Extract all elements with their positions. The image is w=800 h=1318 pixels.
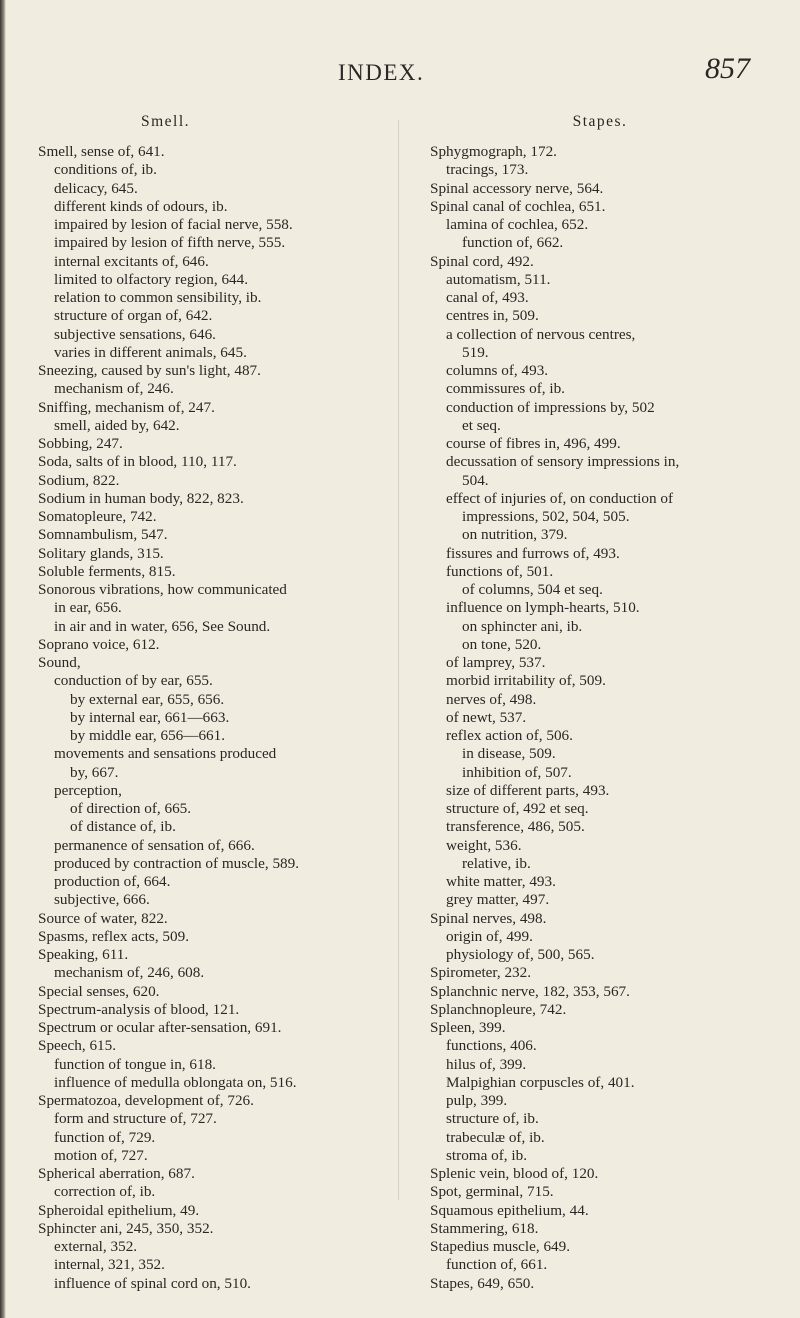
index-entry: Spleen, 399. bbox=[430, 1019, 506, 1036]
index-entry: relative, ib. bbox=[462, 854, 531, 872]
index-entry: perception, bbox=[54, 781, 122, 799]
index-entry: Sniffing, mechanism of, 247. bbox=[38, 398, 215, 416]
index-entry: influence of spinal cord on, 510. bbox=[54, 1274, 251, 1292]
index-entry: Sobbing, 247. bbox=[38, 435, 123, 452]
index-entry: external, 352. bbox=[54, 1238, 138, 1255]
index-entries bbox=[430, 143, 770, 1293]
index-entry: impaired by lesion of facial nerve, 558. bbox=[54, 216, 293, 233]
index-entry: function of tongue in, 618. bbox=[54, 1055, 216, 1073]
index-entry: Sphincter ani, 245, 350, 352. bbox=[38, 1219, 214, 1237]
index-entry: of newt, 537. bbox=[446, 708, 527, 726]
index-entry: varies in different animals, 645. bbox=[54, 343, 247, 361]
index-entry: impaired by lesion of fifth nerve, 555. bbox=[54, 234, 286, 252]
index-entry: conditions of, ib. bbox=[54, 161, 157, 179]
index-entry: et seq. bbox=[462, 416, 501, 434]
index-entry: centres in, 509. bbox=[446, 307, 539, 325]
index-entry: subjective sensations, 646. bbox=[54, 325, 216, 343]
index-entry: Sodium in human body, 822, 823. bbox=[38, 489, 244, 507]
index-entry: Spinal accessory nerve, 564. bbox=[430, 179, 604, 197]
index-entry: decussation of sensory impressions in, bbox=[446, 453, 680, 471]
index-entry: columns of, 493. bbox=[446, 362, 549, 379]
index-entry: on nutrition, 379. bbox=[462, 526, 568, 544]
column-heading: Smell. bbox=[140, 113, 191, 130]
index-entry: function of, 729. bbox=[54, 1128, 156, 1146]
index-entry: structure of organ of, 642. bbox=[54, 307, 213, 325]
index-entry: Somatopleure, 742. bbox=[38, 508, 157, 525]
index-entry: subjective, 666. bbox=[54, 891, 150, 909]
index-entry: reflex action of, 506. bbox=[446, 727, 573, 744]
index-entry: internal, 321, 352. bbox=[54, 1256, 165, 1274]
index-entry: on sphincter ani, ib. bbox=[462, 617, 583, 635]
index-entry: correction of, ib. bbox=[54, 1183, 156, 1201]
index-entry: transference, 486, 505. bbox=[446, 818, 585, 836]
index-entry: morbid irritability of, 509. bbox=[446, 672, 606, 690]
index-entry: delicacy, 645. bbox=[54, 179, 138, 197]
index-entry: Stapes, 649, 650. bbox=[430, 1274, 535, 1292]
index-entry: trabeculæ of, ib. bbox=[446, 1128, 545, 1146]
index-entry: Solitary glands, 315. bbox=[38, 544, 164, 562]
index-entry: influence of medulla oblongata on, 516. bbox=[54, 1073, 297, 1091]
running-title: INDEX. bbox=[338, 60, 425, 85]
index-entry: white matter, 493. bbox=[446, 873, 556, 890]
index-entry: in air and in water, 656, See Sound. bbox=[54, 617, 271, 635]
index-entry: conduction of impressions by, 502 bbox=[446, 398, 655, 416]
index-entry: in disease, 509. bbox=[462, 745, 556, 763]
index-entry: function of, 662. bbox=[462, 234, 564, 252]
index-entry: tracings, 173. bbox=[446, 161, 529, 179]
index-entry: Spermatozoa, development of, 726. bbox=[38, 1092, 254, 1109]
index-entry: smell, aided by, 642. bbox=[54, 416, 180, 434]
index-entry: Splanchnic nerve, 182, 353, 567. bbox=[430, 982, 630, 1000]
index-entry: of distance of, ib. bbox=[70, 818, 176, 836]
index-entry: Soprano voice, 612. bbox=[38, 635, 160, 653]
index-entry: Splenic vein, blood of, 120. bbox=[430, 1165, 599, 1182]
page-binding-edge bbox=[0, 0, 6, 1318]
index-entry: functions, 406. bbox=[446, 1037, 537, 1055]
index-entry: Speaking, 611. bbox=[38, 946, 129, 963]
index-entry: Spasms, reflex acts, 509. bbox=[38, 927, 189, 945]
index-entry: Smell, sense of, 641. bbox=[38, 143, 165, 160]
index-entry: Sphygmograph, 172. bbox=[430, 143, 557, 160]
index-entry: Spot, germinal, 715. bbox=[430, 1183, 554, 1201]
page-number: 857 bbox=[705, 52, 750, 85]
index-entry: nerves of, 498. bbox=[446, 690, 537, 708]
column-divider bbox=[398, 120, 399, 1200]
index-entry: hilus of, 399. bbox=[446, 1055, 527, 1073]
index-entry: by, 667. bbox=[70, 763, 119, 781]
index-entry: automatism, 511. bbox=[446, 270, 551, 288]
index-entry: function of, 661. bbox=[446, 1256, 548, 1274]
index-column-left bbox=[38, 113, 383, 1293]
index-entry: of direction of, 665. bbox=[70, 800, 192, 817]
index-entry: Squamous epithelium, 44. bbox=[430, 1201, 589, 1219]
index-entry: physiology of, 500, 565. bbox=[446, 946, 595, 963]
index-entry: permanence of sensation of, 666. bbox=[54, 836, 255, 854]
index-entry: production of, 664. bbox=[54, 873, 171, 890]
index-entry: fissures and furrows of, 493. bbox=[446, 544, 620, 562]
column-heading: Stapes. bbox=[572, 113, 628, 130]
index-entry: Special senses, 620. bbox=[38, 982, 160, 1000]
running-head bbox=[0, 52, 800, 92]
index-entry: weight, 536. bbox=[446, 836, 522, 854]
index-entry: pulp, 399. bbox=[446, 1092, 508, 1109]
index-entry: impressions, 502, 504, 505. bbox=[462, 508, 630, 525]
index-entry: Somnambulism, 547. bbox=[38, 526, 168, 544]
index-entry: Source of water, 822. bbox=[38, 909, 168, 927]
index-entry: Speech, 615. bbox=[38, 1037, 117, 1055]
index-entry: mechanism of, 246, 608. bbox=[54, 964, 205, 982]
index-entry: Soluble ferments, 815. bbox=[38, 562, 176, 580]
index-entry: of columns, 504 et seq. bbox=[462, 581, 603, 598]
index-entry: Stapedius muscle, 649. bbox=[430, 1238, 571, 1255]
index-entry: Spinal cord, 492. bbox=[430, 252, 534, 270]
index-entry: course of fibres in, 496, 499. bbox=[446, 435, 621, 452]
index-entry: Spherical aberration, 687. bbox=[38, 1165, 195, 1182]
index-entry: origin of, 499. bbox=[446, 927, 533, 945]
index-entry: form and structure of, 727. bbox=[54, 1110, 217, 1128]
index-entry: Spheroidal epithelium, 49. bbox=[38, 1201, 200, 1219]
index-entry: relation to common sensibility, ib. bbox=[54, 289, 262, 306]
index-entry: different kinds of odours, ib. bbox=[54, 197, 228, 215]
index-column-right bbox=[430, 113, 770, 1293]
index-entry: Soda, salts of in blood, 110, 117. bbox=[38, 453, 237, 471]
index-entry: Spinal nerves, 498. bbox=[430, 909, 547, 927]
index-entry: limited to olfactory region, 644. bbox=[54, 270, 249, 288]
index-entry: mechanism of, 246. bbox=[54, 380, 174, 398]
index-entry: internal excitants of, 646. bbox=[54, 252, 209, 270]
index-entry: Sneezing, caused by sun's light, 487. bbox=[38, 362, 261, 379]
index-entry: structure of, ib. bbox=[446, 1110, 539, 1128]
index-entry: canal of, 493. bbox=[446, 289, 529, 306]
index-entry: effect of injuries of, on conduction of bbox=[446, 489, 674, 507]
index-entry: motion of, 727. bbox=[54, 1146, 148, 1164]
index-entry: Splanchnopleure, 742. bbox=[430, 1000, 567, 1018]
index-entry: in ear, 656. bbox=[54, 599, 122, 617]
index-entry: 504. bbox=[462, 471, 489, 489]
index-entry: Stammering, 618. bbox=[430, 1219, 539, 1237]
index-entry: by middle ear, 656—661. bbox=[70, 727, 226, 744]
index-entry: movements and sensations produced bbox=[54, 745, 277, 763]
index-entry: lamina of cochlea, 652. bbox=[446, 216, 589, 233]
index-entry: commissures of, ib. bbox=[446, 380, 565, 398]
index-entry: Sound, bbox=[38, 654, 81, 671]
index-entry: inhibition of, 507. bbox=[462, 763, 572, 781]
index-entry: Sonorous vibrations, how communicated bbox=[38, 581, 287, 598]
index-entry: produced by contraction of muscle, 589. bbox=[54, 854, 300, 872]
index-entry: structure of, 492 et seq. bbox=[446, 800, 589, 817]
index-entry: by internal ear, 661—663. bbox=[70, 708, 230, 726]
index-entry: on tone, 520. bbox=[462, 635, 542, 653]
index-entry: 519. bbox=[462, 343, 489, 361]
index-entry: Spirometer, 232. bbox=[430, 964, 532, 982]
index-entry: stroma of, ib. bbox=[446, 1146, 527, 1164]
index-entry: Spectrum-analysis of blood, 121. bbox=[38, 1000, 240, 1018]
index-entry: by external ear, 655, 656. bbox=[70, 690, 225, 708]
index-entry: Malpighian corpuscles of, 401. bbox=[446, 1073, 635, 1091]
index-entry: Sodium, 822. bbox=[38, 471, 120, 489]
index-entry: conduction of by ear, 655. bbox=[54, 672, 213, 690]
index-entry: Spectrum or ocular after-sensation, 691. bbox=[38, 1019, 282, 1036]
index-entry: Spinal canal of cochlea, 651. bbox=[430, 197, 606, 215]
index-entry: influence on lymph-hearts, 510. bbox=[446, 599, 640, 617]
index-entry: size of different parts, 493. bbox=[446, 781, 610, 799]
index-entry: of lamprey, 537. bbox=[446, 654, 546, 671]
index-entries bbox=[38, 143, 383, 1293]
index-entry: a collection of nervous centres, bbox=[446, 325, 636, 343]
index-entry: grey matter, 497. bbox=[446, 891, 550, 909]
index-entry: functions of, 501. bbox=[446, 562, 554, 580]
